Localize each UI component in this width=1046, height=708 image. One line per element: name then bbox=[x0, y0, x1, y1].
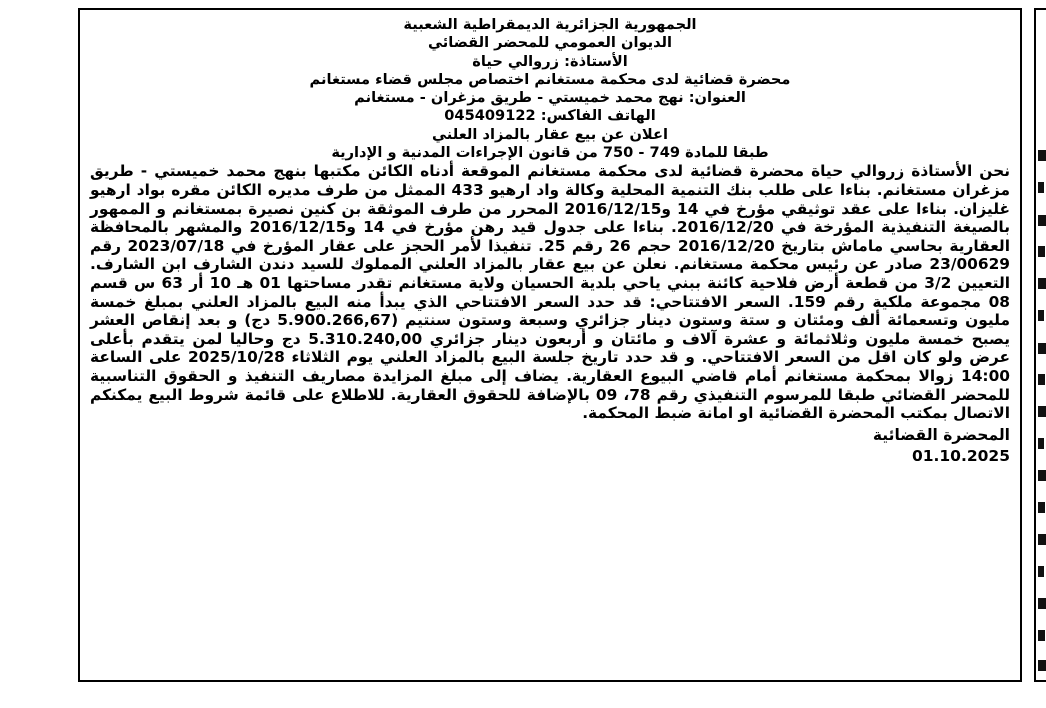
text-fragment bbox=[1038, 343, 1046, 354]
text-fragment bbox=[1038, 215, 1046, 226]
text-fragment bbox=[1038, 660, 1046, 671]
text-fragment bbox=[1038, 374, 1045, 385]
bailiff-name: الأستاذة: زروالي حياة bbox=[472, 52, 628, 70]
text-fragment bbox=[1038, 150, 1046, 161]
signature-title: المحضرة القضائية bbox=[872, 425, 1010, 444]
notice-body: نحن الأستاذة زروالي حياة محضرة قضائية لدى محكمة مستغانم الموقعة أدناه الكائن مكتبها بنهج محمد خميستي - طريق مزغران مستغانم. بناءا على طلب بنك التنمية المحلية وكالة واد ارهيو 433 الممثل من طرف مديره الكائن مقره بواد ارهيو غليزان. بناءا على عقد توثيقي مؤرخ في 14 و2016/12/15 المحرر من طرف الموثقة بن كنين نصيرة بمستغانم و الممهور بالصيغة التنفيذية المؤرخة في 2016/12/20. بناءا على جدول قيد رهن مؤرخ في 14 و2016/12/15 والمشهر بالمحافظة العقارية بحاسي ماماش بتاريخ 2016/12/20 حجم 26 رقم 25. تنفيذا لأمر الحجز على عقار المؤرخ في 2023/07/18 رقم 23/00629 صادر عن رئيس محكمة مستغانم. نعلن عن بيع عقار بالمزاد العلني المملوك للسيد دندن الشارف ابن الشارف. التعيين 3/2 من قطعة أرض فلاحية كائنة ببني ياحي بلدية الحسيان ولاية مستغانم تقدر مساحتها 01 هـ 10 أر 63 س قسم 08 مجموعة ملكية رقم 159. السعر الافتتاحي: قد حدد السعر الافتتاحي الذي يبدأ منه البيع بالمزاد العلني بمبلغ خمسة مليون وتسعمائة ألف ومئتان و ستة وستون دينار جزائري وسبعة وستون سنتيم (5.900.266,67 دج) و بعد إنقاص العشر يصبح خمسة مليون وثلاثمائة و عشرة آلاف و مائتان و أربعون دينار جزائري 5.310.240,00 دج وحاليا لمن يتقدم بأعلى عرض ولو كان اقل من السعر الافتتاحي. و قد حدد تاريخ جلسة البيع بالمزاد العلني يوم الثلاثاء 2025/10/28 على الساعة 14:00 زوالا بمحكمة مستغانم أمام قاضي البيوع العقارية. يضاف إلى مبلغ المزايدة مصاريف التنفيذ و الحقوق التناسبية للمحضر القضائي طبقا للمرسوم التنفيذي رقم 78، 09 بالإضافة للحقوق العقارية. للاطلاع على قائمة شروط البيع يمكنكم الاتصال بمكتب المحضرة القضائية او امانة ضبط المحكمة. bbox=[90, 162, 1011, 423]
text-fragment bbox=[1038, 470, 1046, 481]
notice-header bbox=[90, 16, 1010, 162]
signature-block bbox=[90, 425, 1010, 467]
text-fragment bbox=[1038, 310, 1044, 321]
text-fragment bbox=[1038, 534, 1046, 545]
phone-fax-line: الهاتف الفاكس: 045409122 bbox=[444, 107, 656, 125]
jurisdiction-line: محضرة قضائية لدى محكمة مستغانم اختصاص مجلس قضاء مستغانم bbox=[309, 70, 791, 88]
text-fragment bbox=[1038, 502, 1045, 513]
republic-line: الجمهورية الجزائرية الديمقراطية الشعبية bbox=[403, 16, 697, 33]
text-fragment bbox=[1038, 566, 1044, 577]
text-fragment bbox=[1038, 278, 1046, 289]
adjacent-notice-edge bbox=[1034, 8, 1046, 682]
notice-title: اعلان عن بيع عقار بالمزاد العلني bbox=[432, 125, 668, 143]
text-fragment bbox=[1038, 182, 1044, 193]
text-fragment bbox=[1038, 438, 1044, 449]
text-fragment bbox=[1038, 598, 1046, 609]
text-fragment bbox=[1038, 630, 1045, 641]
notice-date: 01.10.2025 bbox=[911, 446, 1010, 465]
text-fragment bbox=[1038, 406, 1046, 417]
legal-basis-line: طبقا للمادة 749 - 750 من قانون الإجراءات المدنية و الإدارية bbox=[331, 144, 769, 162]
legal-notice bbox=[78, 8, 1022, 682]
text-fragment bbox=[1038, 246, 1045, 257]
address-line: العنوان: نهج محمد خميستي - طريق مزغران - مستغانم bbox=[354, 89, 746, 107]
office-line: الديوان العمومي للمحضر القضائي bbox=[428, 34, 672, 52]
